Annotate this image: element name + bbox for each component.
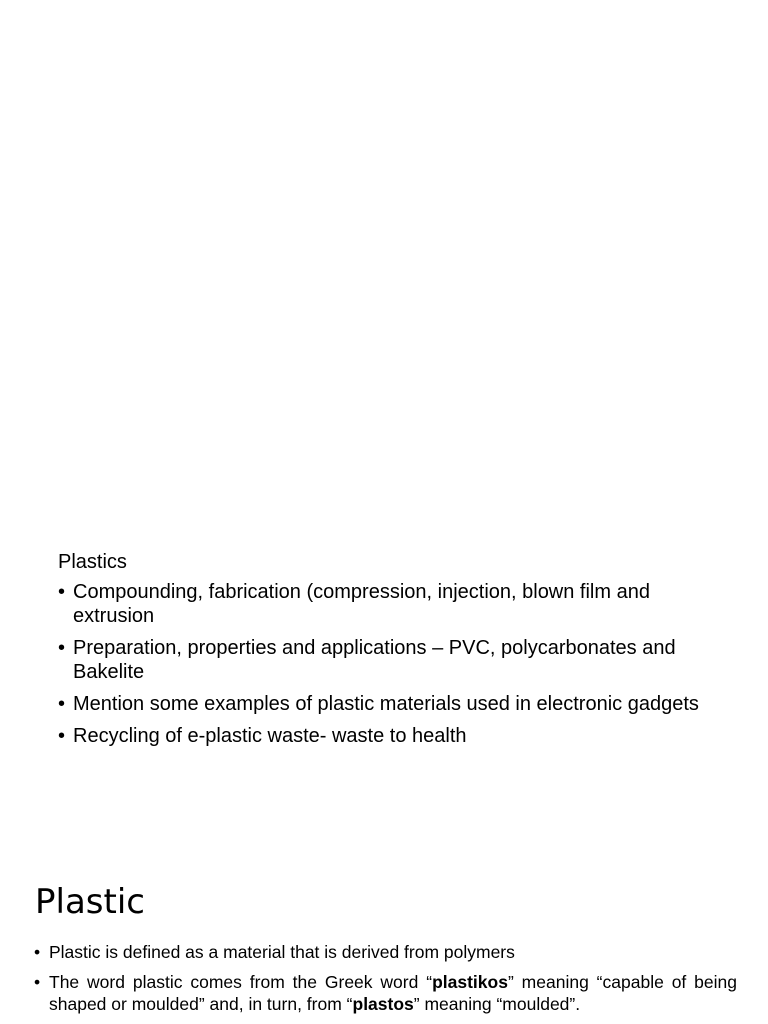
bullet-icon: • (58, 725, 66, 747)
text-segment: The word plastic comes from the Greek word “ (49, 972, 433, 992)
list-item (58, 636, 708, 684)
bullet-icon: • (34, 942, 41, 962)
list-item-text: Preparation, properties and applications – PVC, polycarbonates and Bakelite (73, 637, 676, 683)
bullet-icon: • (34, 972, 41, 992)
list-item-text (49, 972, 737, 1014)
list-item-text: Plastic is defined as a material that is derived from polymers (49, 942, 515, 962)
list-item (58, 724, 708, 748)
text-segment: ” meaning “moulded”. (413, 994, 581, 1014)
list-item-text: Compounding, fabrication (compression, injection, blown film and extrusion (73, 581, 650, 627)
list-item-text: Recycling of e-plastic waste- waste to health (73, 725, 467, 747)
list-item (58, 692, 708, 716)
list-item (34, 971, 737, 1015)
slide-1-content (58, 548, 708, 756)
list-item-text: Mention some examples of plastic materials used in electronic gadgets (73, 693, 699, 715)
bullet-icon: • (58, 693, 66, 715)
bold-term-plastos: plastos (352, 994, 414, 1014)
list-item (34, 941, 737, 963)
slide-2-bullet-list (34, 941, 737, 1023)
list-item (58, 580, 708, 628)
text-segment: ” meaning “capable of being shaped or moulded” and, in turn, from “ (49, 972, 737, 1014)
bullet-icon: • (58, 581, 66, 603)
slide-2-heading: Plastic (35, 882, 145, 922)
slide-1-bullet-list (58, 580, 708, 748)
bold-term-plastikos: plastikos (432, 972, 508, 992)
slide-1-title: Plastics (58, 551, 127, 573)
bullet-icon: • (58, 637, 66, 659)
